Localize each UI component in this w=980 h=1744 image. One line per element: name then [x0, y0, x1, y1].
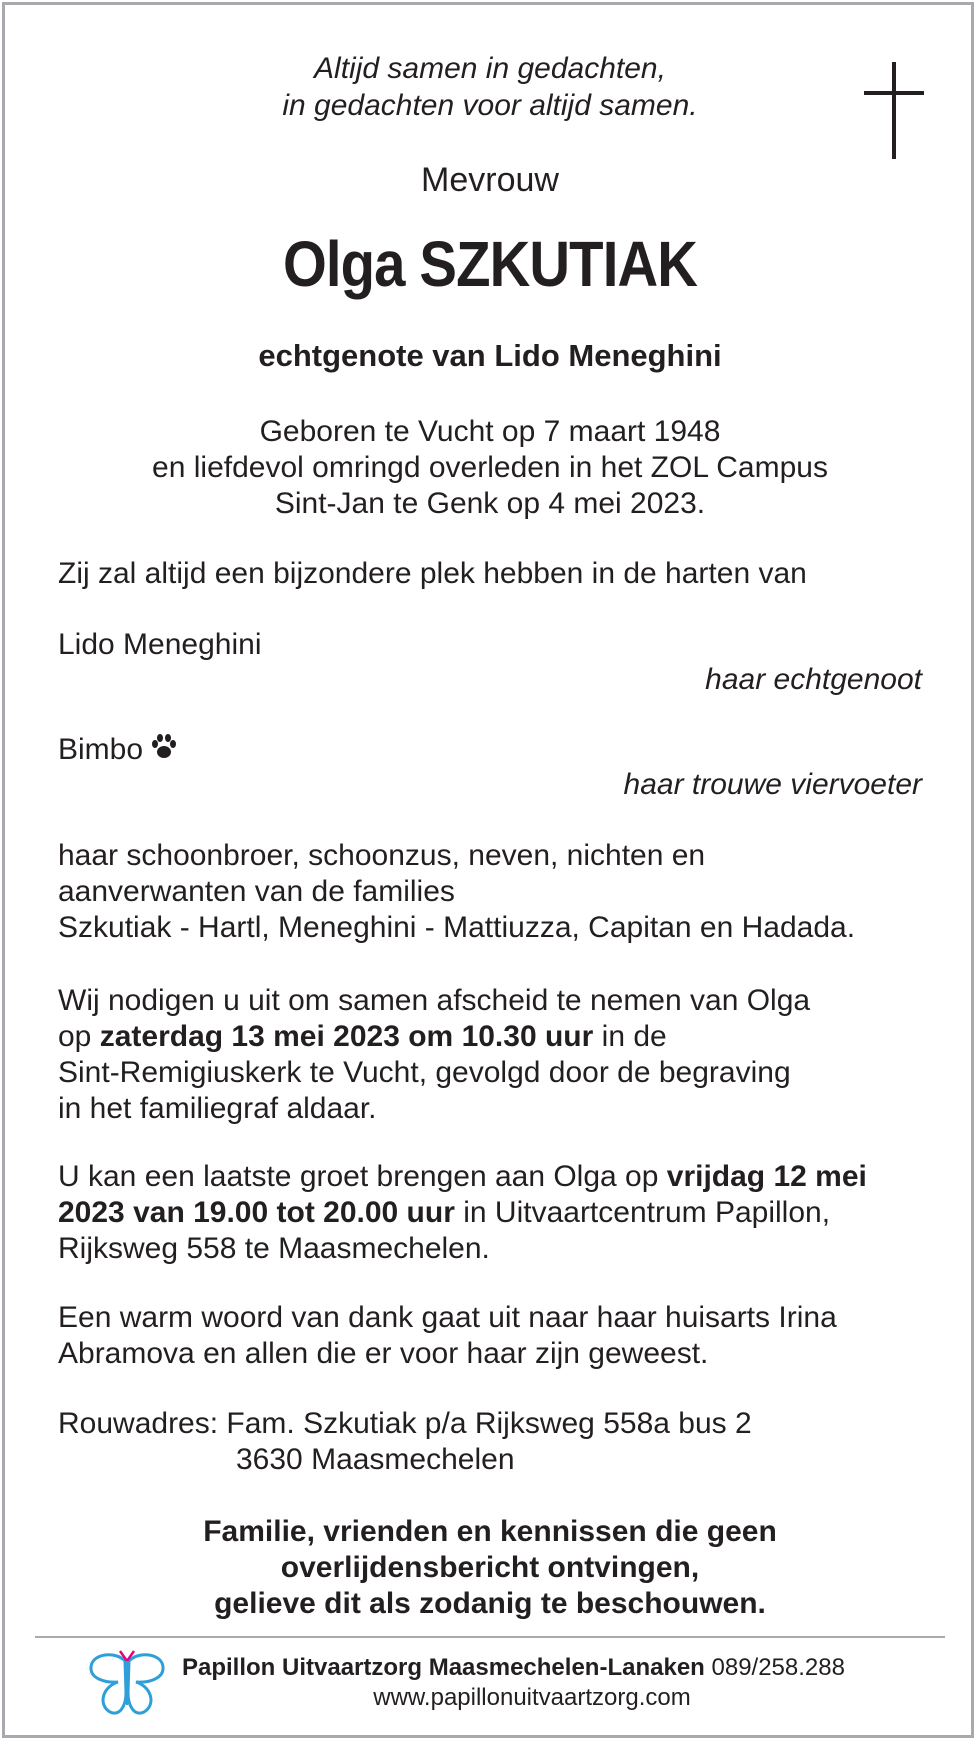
- footer-company: Papillon Uitvaartzorg Maasmechelen-Lanaken: [182, 1654, 705, 1681]
- address-line-1: Rouwadres: Fam. Szkutiak p/a Rijksweg 558a bus 2: [58, 1407, 752, 1440]
- mourner-relation: haar echtgenoot: [705, 663, 922, 696]
- spouse-line: echtgenote van Lido Meneghini: [258, 338, 722, 373]
- viewing-date: vrijdag 12 mei: [666, 1160, 867, 1193]
- butterfly-logo-icon: [88, 1649, 166, 1719]
- closing-line-3: gelieve dit als zodanig te beschouwen.: [214, 1587, 766, 1620]
- thanks-line-1: Een warm woord van dank gaat uit naar haar huisarts Irina: [58, 1301, 837, 1334]
- footer-website[interactable]: www.papillonuitvaartzorg.com: [373, 1684, 691, 1711]
- mourner-pet-name: Bimbo: [58, 733, 144, 766]
- intro-text: Zij zal altijd een bijzondere plek hebben in de harten van: [58, 557, 807, 590]
- paw-icon: [149, 733, 179, 770]
- viewing-line-2: 2023 van 19.00 tot 20.00 uur in Uitvaartcentrum Papillon,: [58, 1196, 831, 1229]
- mourning-address: [58, 1406, 752, 1478]
- birth-line-2: en liefdevol omringd overleden in het ZOL Campus: [152, 451, 828, 484]
- thanks-line-2: Abramova en allen die er voor haar zijn geweest.: [58, 1337, 709, 1370]
- viewing-line-1: U kan een laatste groet brengen aan Olga op vrijdag 12 mei: [58, 1160, 867, 1193]
- address-line-2: 3630 Maasmechelen: [236, 1443, 515, 1476]
- viewing-info: [58, 1159, 867, 1267]
- birth-line-3: Sint-Jan te Genk op 4 mei 2023.: [274, 487, 706, 520]
- closing-line-2: overlijdensbericht ontvingen,: [280, 1551, 700, 1584]
- funeral-date: zaterdag 13 mei 2023 om 10.30 uur: [99, 1020, 594, 1053]
- footer-divider: [35, 1636, 945, 1638]
- relatives-line-3: Szkutiak - Hartl, Meneghini - Mattiuzza, Capitan en Hadada.: [58, 911, 856, 944]
- mourner-name: Lido Meneghini: [58, 628, 262, 661]
- funeral-line-2: op zaterdag 13 mei 2023 om 10.30 uur in de: [58, 1020, 667, 1053]
- mourner-pet: [58, 732, 179, 770]
- deceased-name: Olga SZKUTIAK: [282, 228, 698, 300]
- relatives-line-1: haar schoonbroer, schoonzus, neven, nichten en: [58, 839, 706, 872]
- salutation: Mevrouw: [421, 161, 559, 199]
- birth-death-info: [0, 414, 980, 522]
- viewing-time: 2023 van 19.00 tot 20.00 uur: [58, 1196, 455, 1229]
- footer-phone: 089/258.288: [704, 1654, 845, 1681]
- funeral-line-1: Wij nodigen u uit om samen afscheid te nemen van Olga: [58, 984, 811, 1017]
- relatives-line-2: aanverwanten van de families: [58, 875, 455, 908]
- closing-note: [0, 1514, 980, 1622]
- funeral-info: [58, 983, 810, 1127]
- motto: [0, 50, 980, 124]
- thanks: [58, 1300, 837, 1372]
- birth-line-1: Geboren te Vucht op 7 maart 1948: [259, 415, 721, 448]
- funeral-line-3: Sint-Remigiuskerk te Vucht, gevolgd door de begraving: [58, 1056, 791, 1089]
- funeral-line-4: in het familiegraf aldaar.: [58, 1092, 377, 1125]
- mourner-pet-relation: haar trouwe viervoeter: [623, 768, 922, 801]
- motto-line-1: Altijd samen in gedachten,: [314, 52, 666, 85]
- footer-company-line: [182, 1653, 845, 1683]
- motto-line-2: in gedachten voor altijd samen.: [282, 89, 698, 122]
- relatives: [58, 838, 855, 946]
- closing-line-1: Familie, vrienden en kennissen die geen: [203, 1515, 777, 1548]
- latin-cross-icon: [864, 62, 924, 159]
- viewing-line-3: Rijksweg 558 te Maasmechelen.: [58, 1232, 490, 1265]
